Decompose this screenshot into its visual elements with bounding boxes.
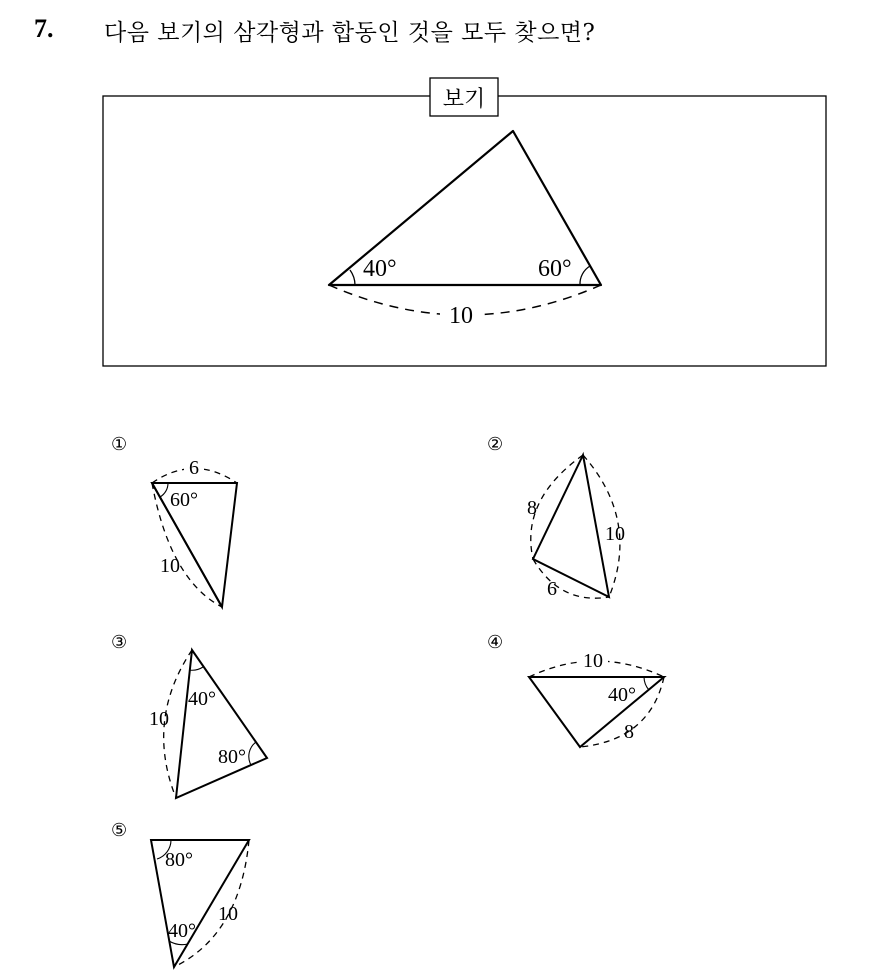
- option-3-label-3: 80°: [218, 746, 246, 768]
- option-4-label-3: 8: [624, 721, 634, 743]
- reference-angle-left-label: 40°: [363, 256, 397, 282]
- option-5-label-2: 40°: [168, 920, 196, 942]
- option-4: [487, 632, 664, 747]
- reference-box: [103, 78, 826, 366]
- option-1-label-2: 60°: [170, 489, 198, 511]
- option-1: [111, 434, 237, 607]
- option-4-label-1: 10: [583, 650, 603, 672]
- option-2-label-3: 6: [547, 578, 557, 600]
- option-4-label-2: 40°: [608, 684, 636, 706]
- question-text: 다음 보기의 삼각형과 합동인 것을 모두 찾으면?: [104, 20, 596, 46]
- option-3-label-2: 40°: [188, 688, 216, 710]
- question-number: 7.: [34, 14, 54, 43]
- option-1-marker: ①: [111, 434, 128, 455]
- option-1-label-1: 6: [189, 457, 199, 479]
- option-2-marker: ②: [487, 434, 504, 455]
- option-4-marker: ④: [487, 632, 504, 653]
- option-5-marker: ⑤: [111, 820, 128, 841]
- option-3-marker: ③: [111, 632, 128, 653]
- option-5: [111, 820, 249, 967]
- reference-box-title: 보기: [442, 87, 486, 112]
- reference-base-label: 10: [449, 303, 473, 329]
- option-3-label-1: 10: [149, 708, 169, 730]
- reference-angle-arc-left: [350, 270, 355, 285]
- reference-angle-arc-right: [580, 266, 590, 285]
- option-1-label-3: 10: [160, 555, 180, 577]
- option-5-label-1: 80°: [165, 849, 193, 871]
- reference-angle-right-label: 60°: [538, 256, 572, 282]
- option-3: [111, 632, 267, 798]
- reference-triangle: [329, 131, 601, 315]
- option-2-label-1: 8: [527, 497, 537, 519]
- option-2: [487, 434, 625, 600]
- option-5-label-3: 10: [218, 903, 238, 925]
- option-2-label-2: 10: [605, 523, 625, 545]
